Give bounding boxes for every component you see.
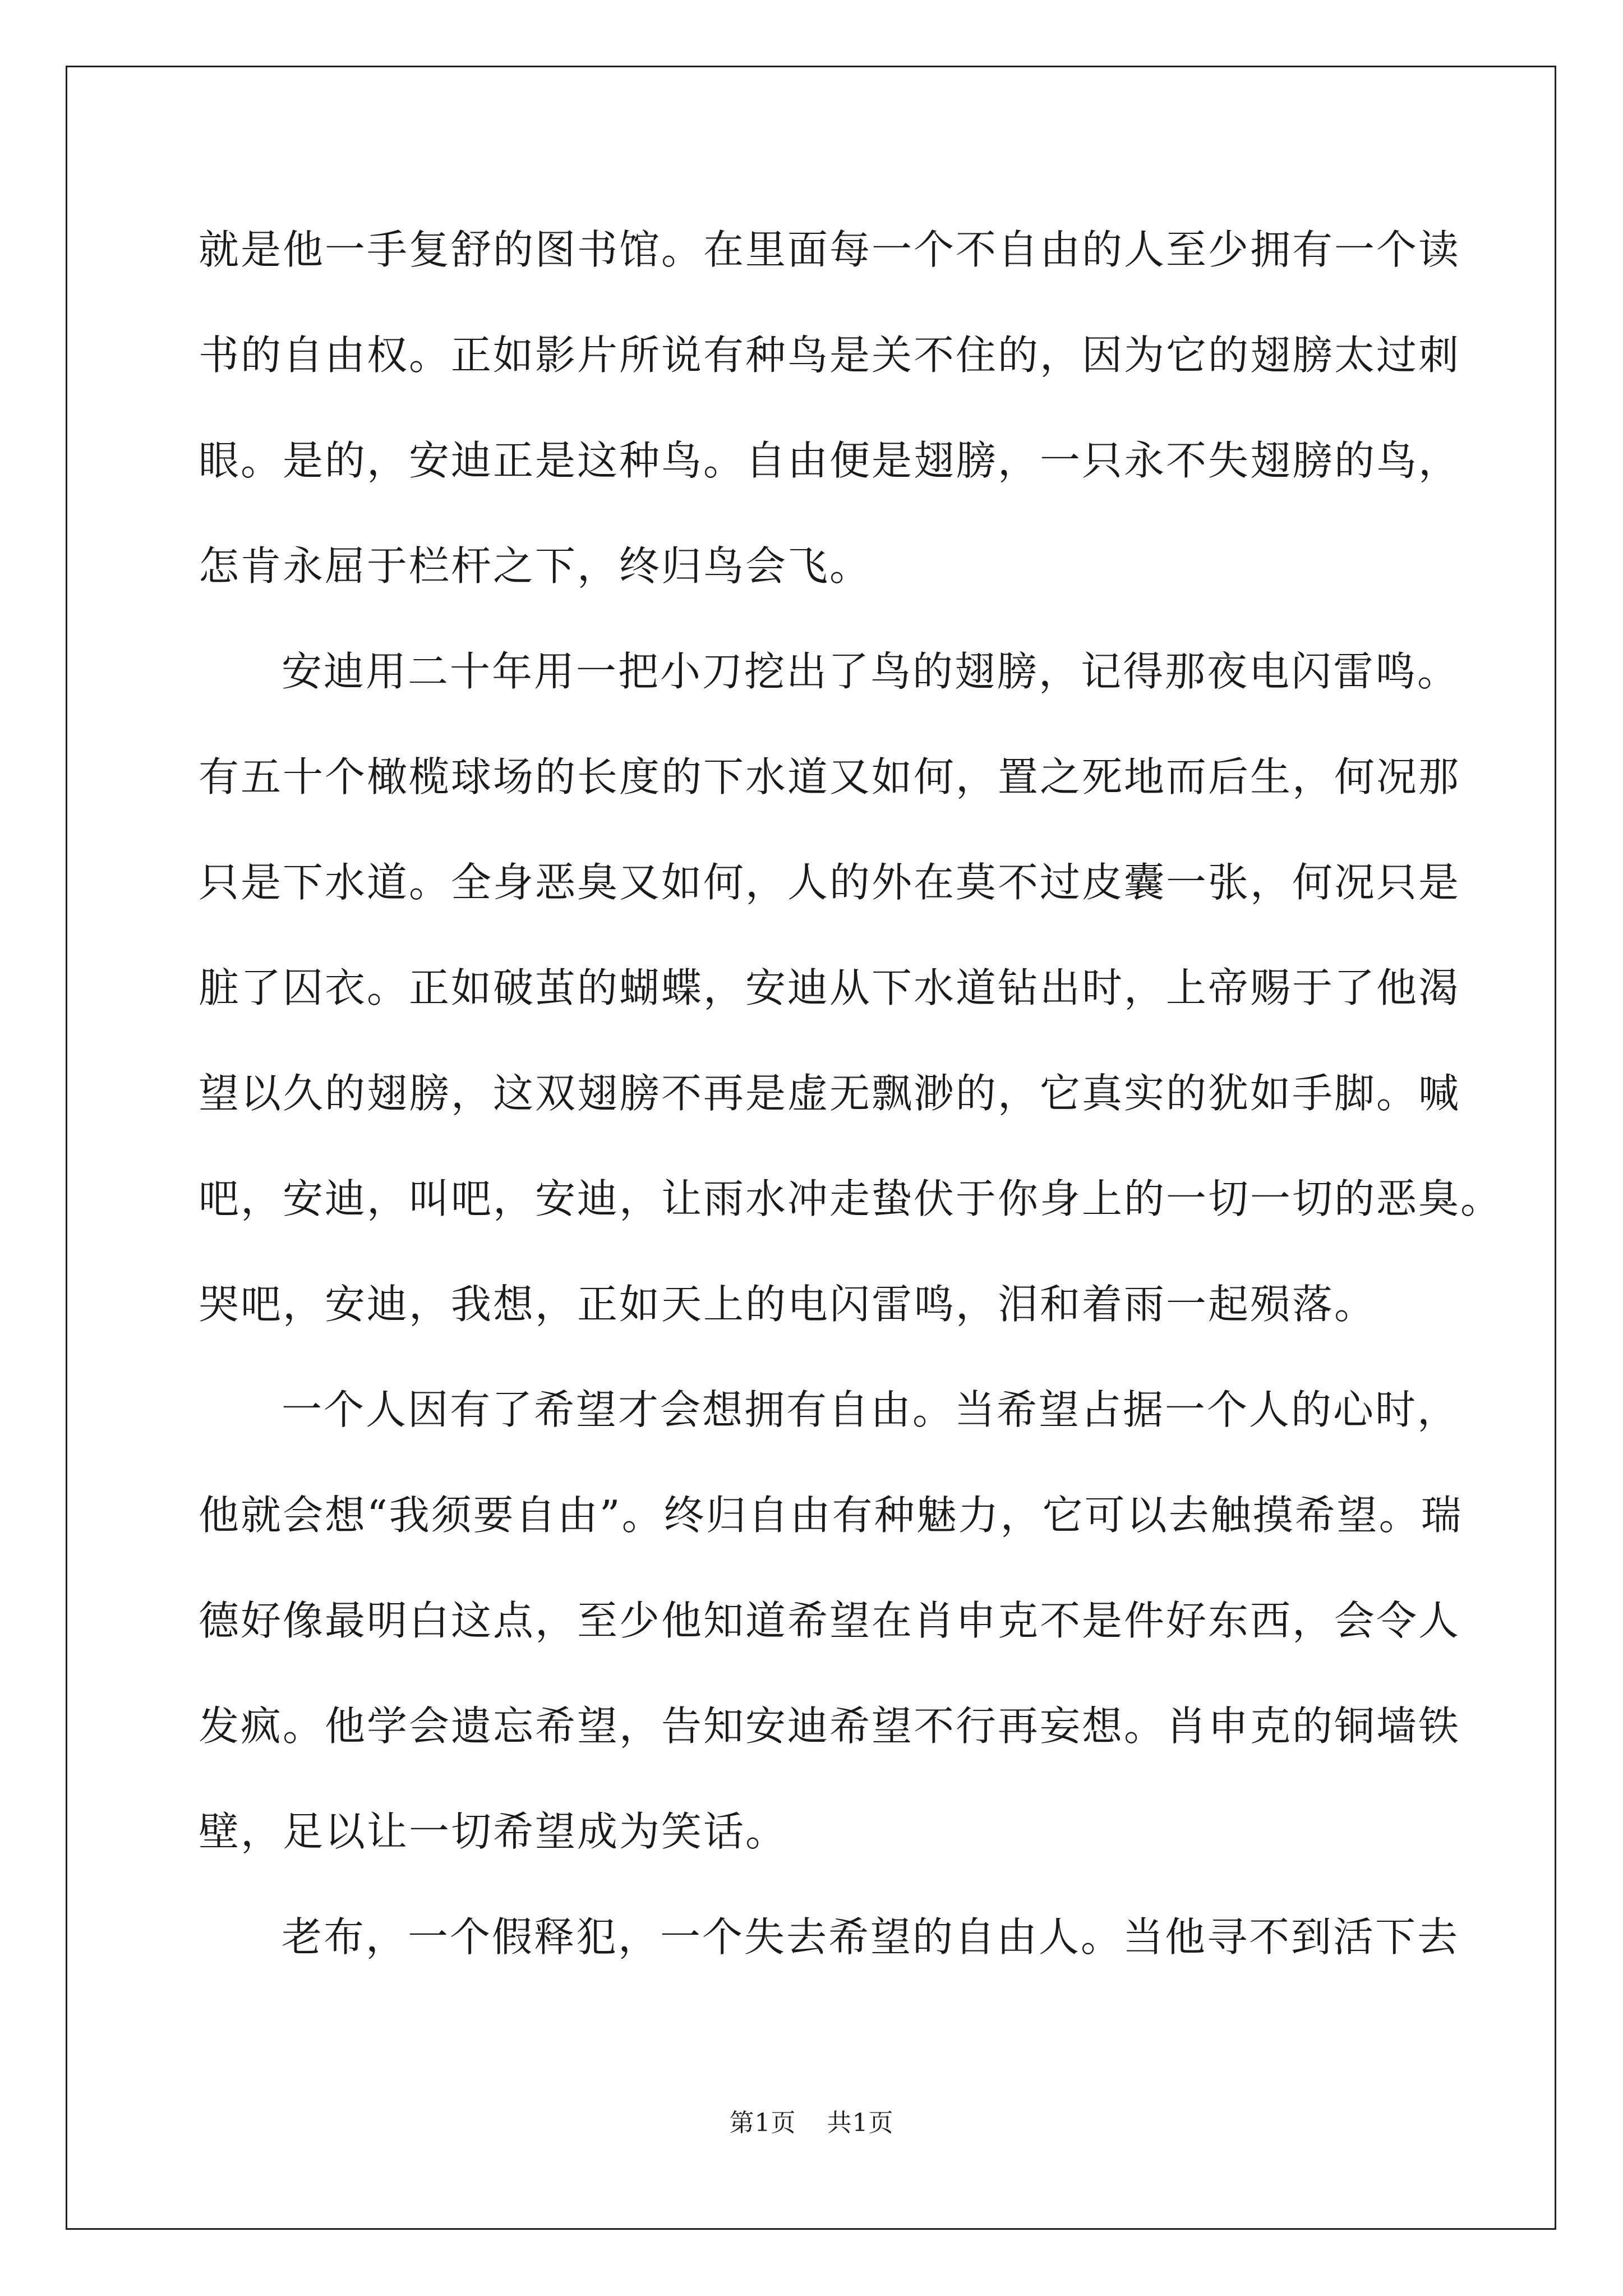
text-line: 眼。是的，安迪正是这种鸟。自由便是翅膀，一只永不失翅膀的鸟， <box>199 437 1461 484</box>
text-line: 怎肯永屈于栏杆之下，终归鸟会飞。 <box>199 542 872 590</box>
text-line: 有五十个橄榄球场的长度的下水道又如何，置之死地而后生，何况那 <box>199 753 1461 800</box>
page-number: 第1页 <box>729 2109 796 2137</box>
text-line: 脏了囚衣。正如破茧的蝴蝶，安迪从下水道钻出时，上帝赐于了他渴 <box>199 964 1461 1011</box>
page-footer <box>0 2106 1623 2140</box>
text-line: 望以久的翅膀，这双翅膀不再是虚无飘渺的，它真实的犹如手脚。喊 <box>199 1070 1461 1117</box>
text-line: 壁，足以让一切希望成为笑话。 <box>199 1808 788 1855</box>
text-line: 安迪用二十年用一把小刀挖出了鸟的翅膀，记得那夜电闪雷鸣。 <box>282 648 1460 695</box>
text-line: 吧，安迪，叫吧，安迪，让雨水冲走蛰伏于你身上的一切一切的恶臭。 <box>199 1175 1503 1222</box>
document-body <box>199 219 1503 2012</box>
text-line: 一个人因有了希望才会想拥有自由。当希望占据一个人的心时， <box>282 1386 1460 1433</box>
text-line: 发疯。他学会遗忘希望，告知安迪希望不行再妄想。肖申克的铜墙铁 <box>199 1703 1461 1750</box>
text-line: 德好像最明白这点，至少他知道希望在肖申克不是件好东西，会令人 <box>199 1597 1461 1644</box>
text-line: 他就会想“我须要自由”。终归自由有种魅力，它可以去触摸希望。瑞 <box>199 1492 1463 1539</box>
text-line: 老布，一个假释犯，一个失去希望的自由人。当他寻不到活下去 <box>282 1913 1460 1961</box>
text-line: 书的自由权。正如影片所说有种鸟是关不住的，因为它的翅膀太过刺 <box>199 332 1461 379</box>
text-line: 哭吧，安迪，我想，正如天上的电闪雷鸣，泪和着雨一起殒落。 <box>199 1281 1377 1328</box>
page-total: 共1页 <box>827 2109 894 2137</box>
text-line: 就是他一手复舒的图书馆。在里面每一个不自由的人至少拥有一个读 <box>199 226 1461 273</box>
text-line: 只是下水道。全身恶臭又如何，人的外在莫不过皮囊一张，何况只是 <box>199 859 1461 906</box>
